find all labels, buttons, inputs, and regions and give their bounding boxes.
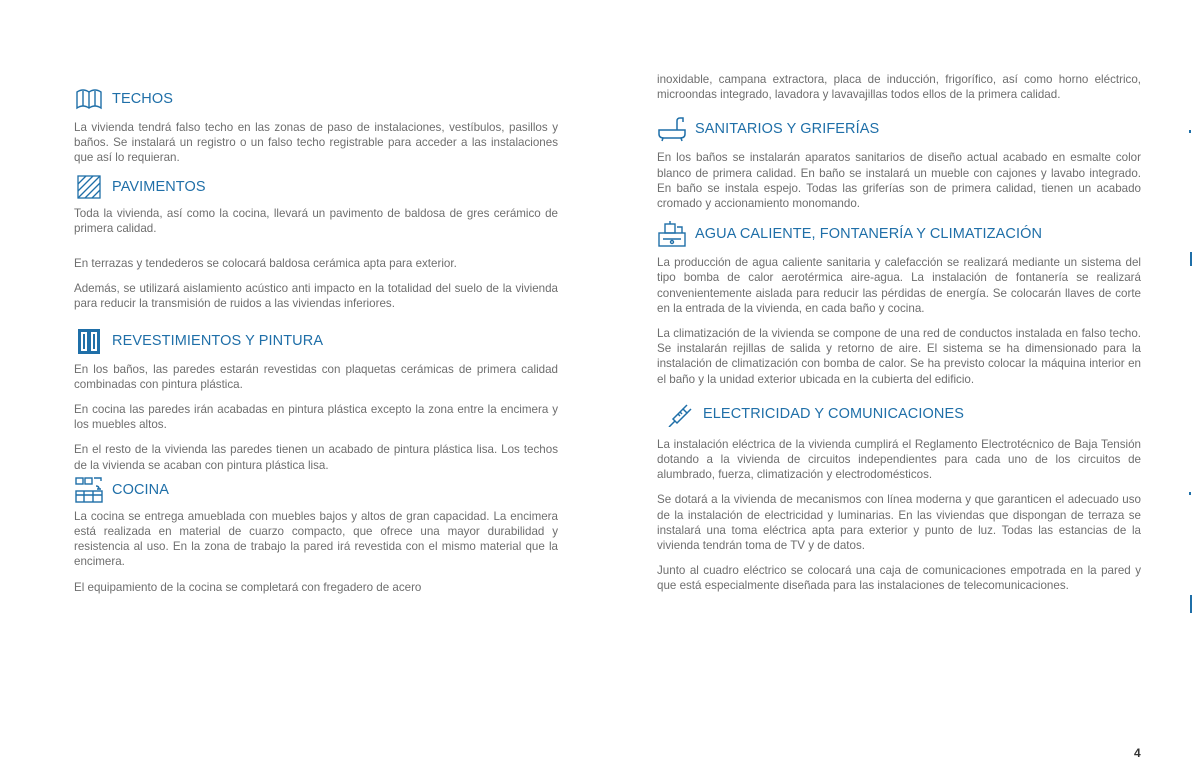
paragraph: En terrazas y tendederos se colocará baldosa cerámica apta para exterior.: [74, 257, 457, 271]
boiler-icon: [657, 221, 687, 247]
paragraph: En los baños, las paredes estarán revestidas con plaquetas cerámicas de primera calidad combinadas con pintura plástica.: [74, 362, 558, 391]
page-number: 4: [1134, 746, 1141, 760]
section-title: COCINA: [112, 481, 169, 498]
edge-mark: [1190, 252, 1192, 266]
paragraph: El equipamiento de la cocina se completará con fregadero de acero: [74, 580, 422, 594]
section-heading-sanitarios: [657, 116, 1141, 142]
paragraph: La climatización de la vivienda se compone de una red de conductos instalada en falso techo. Se instalarán rejillas de salida y retorno de aire. El sistema se ha dimensionado para la instalación de climatización con bomba de calor. Se ha previsto colocar la máquina interior en el baño y la unidad exterior ubicada en la cubierta del edificio.: [657, 327, 1141, 386]
bathtub-icon: [657, 116, 687, 142]
section-heading-agua: [657, 221, 1141, 247]
paragraph: La vivienda tendrá falso techo en las zonas de paso de instalaciones, vestíbulos, pasillos y baños. Se instalará un registro o un falso techo registrable para acceder a las instalaciones que así lo requieran.: [74, 121, 558, 165]
left-column: [74, 86, 558, 595]
section-heading-revestimientos: [74, 328, 558, 354]
paragraph: La cocina se entrega amueblada con muebles bajos y altos de gran capacidad. La encimera está realizada en material de cuarzo compacto, que ofrece una mayor durabilidad y resistencia al uso. En la zona de trabajo la pared irá revestida con el mismo material que la encimera.: [74, 509, 558, 569]
paragraph: En el resto de la vivienda las paredes tienen un acabado de pintura plástica lisa. Los techos de la vivienda se acaban con pintura plástica lisa.: [74, 443, 558, 472]
kitchen-icon: [74, 477, 104, 503]
ceiling-icon: [74, 86, 104, 112]
section-heading-techos: [74, 86, 558, 112]
edge-mark: [1189, 492, 1191, 495]
section-title: SANITARIOS Y GRIFERÍAS: [695, 121, 880, 138]
section-title: ELECTRICIDAD Y COMUNICACIONES: [703, 405, 964, 422]
paragraph: En cocina las paredes irán acabadas en pintura plástica excepto la zona entre la encimera y los muebles altos.: [74, 403, 558, 432]
paragraph: Además, se utilizará aislamiento acústico anti impacto en la totalidad del suelo de la vivienda para reducir la transmisión de ruidos a las viviendas inferiores.: [74, 282, 558, 311]
paragraph: La instalación eléctrica de la vivienda cumplirá el Reglamento Electrotécnico de Baja Tensión dotando a la vivienda de circuitos independientes para cada uno de los circuitos de alumbrado, fuerza, climatización y electrodomésticos.: [657, 437, 1141, 482]
paragraph: La producción de agua caliente sanitaria y calefacción se realizará mediante un sistema del tipo bomba de calor aerotérmica aire-agua. La instalación de fontanería se realizará convenientemente aislada para reducir las pérdidas de energía. Se colocarán llaves de corte en la entrada de la vivienda, en cada baño y cocina.: [657, 256, 1141, 315]
paragraph: Toda la vivienda, así como la cocina, llevará un pavimento de baldosa de gres cerámico de primera calidad.: [74, 206, 558, 235]
floor-tiles-icon: [74, 174, 104, 200]
section-title: AGUA CALIENTE, FONTANERÍA Y CLIMATIZACIÓN: [695, 226, 1043, 243]
section-title: PAVIMENTOS: [112, 178, 206, 195]
section-title: TECHOS: [112, 91, 174, 107]
paragraph: En los baños se instalarán aparatos sanitarios de diseño actual acabado en esmalte color blanco de primera calidad. En baño se instalará un mueble con cajones y lavabo integrado. En baño se instala espejo. Todas las griferías son de primera calidad, tienen un acabado cromado y accionamiento monomando.: [657, 151, 1141, 211]
section-heading-pavimentos: [74, 174, 558, 200]
section-heading-electricidad: [657, 401, 1141, 427]
plug-icon: [665, 401, 695, 427]
edge-mark: [1189, 130, 1191, 133]
paragraph: Junto al cuadro eléctrico se colocará una caja de comunicaciones empotrada en la pared y que está especialmente diseñada para las instalaciones de telecomunicaciones.: [657, 564, 1141, 593]
paragraph: Se dotará a la vivienda de mecanismos con línea moderna y que garanticen el adecuado uso de la instalación de electricidad y luminarias. En las viviendas que dispongan de terraza se instalará una toma eléctrica apta para exterior y punto de luz. Todas las estancias de la vivienda tendrán toma de TV y de datos.: [657, 493, 1141, 553]
section-heading-cocina: [74, 477, 558, 503]
right-column: [657, 72, 1141, 594]
edge-mark: [1190, 595, 1192, 613]
paragraph: inoxidable, campana extractora, placa de inducción, frigorífico, así como horno eléctrico, microondas integrado, lavadora y lavavajillas todos ellos de la primera calidad.: [657, 73, 1141, 102]
section-title: REVESTIMIENTOS Y PINTURA: [112, 332, 324, 349]
wall-coating-icon: [74, 328, 104, 354]
